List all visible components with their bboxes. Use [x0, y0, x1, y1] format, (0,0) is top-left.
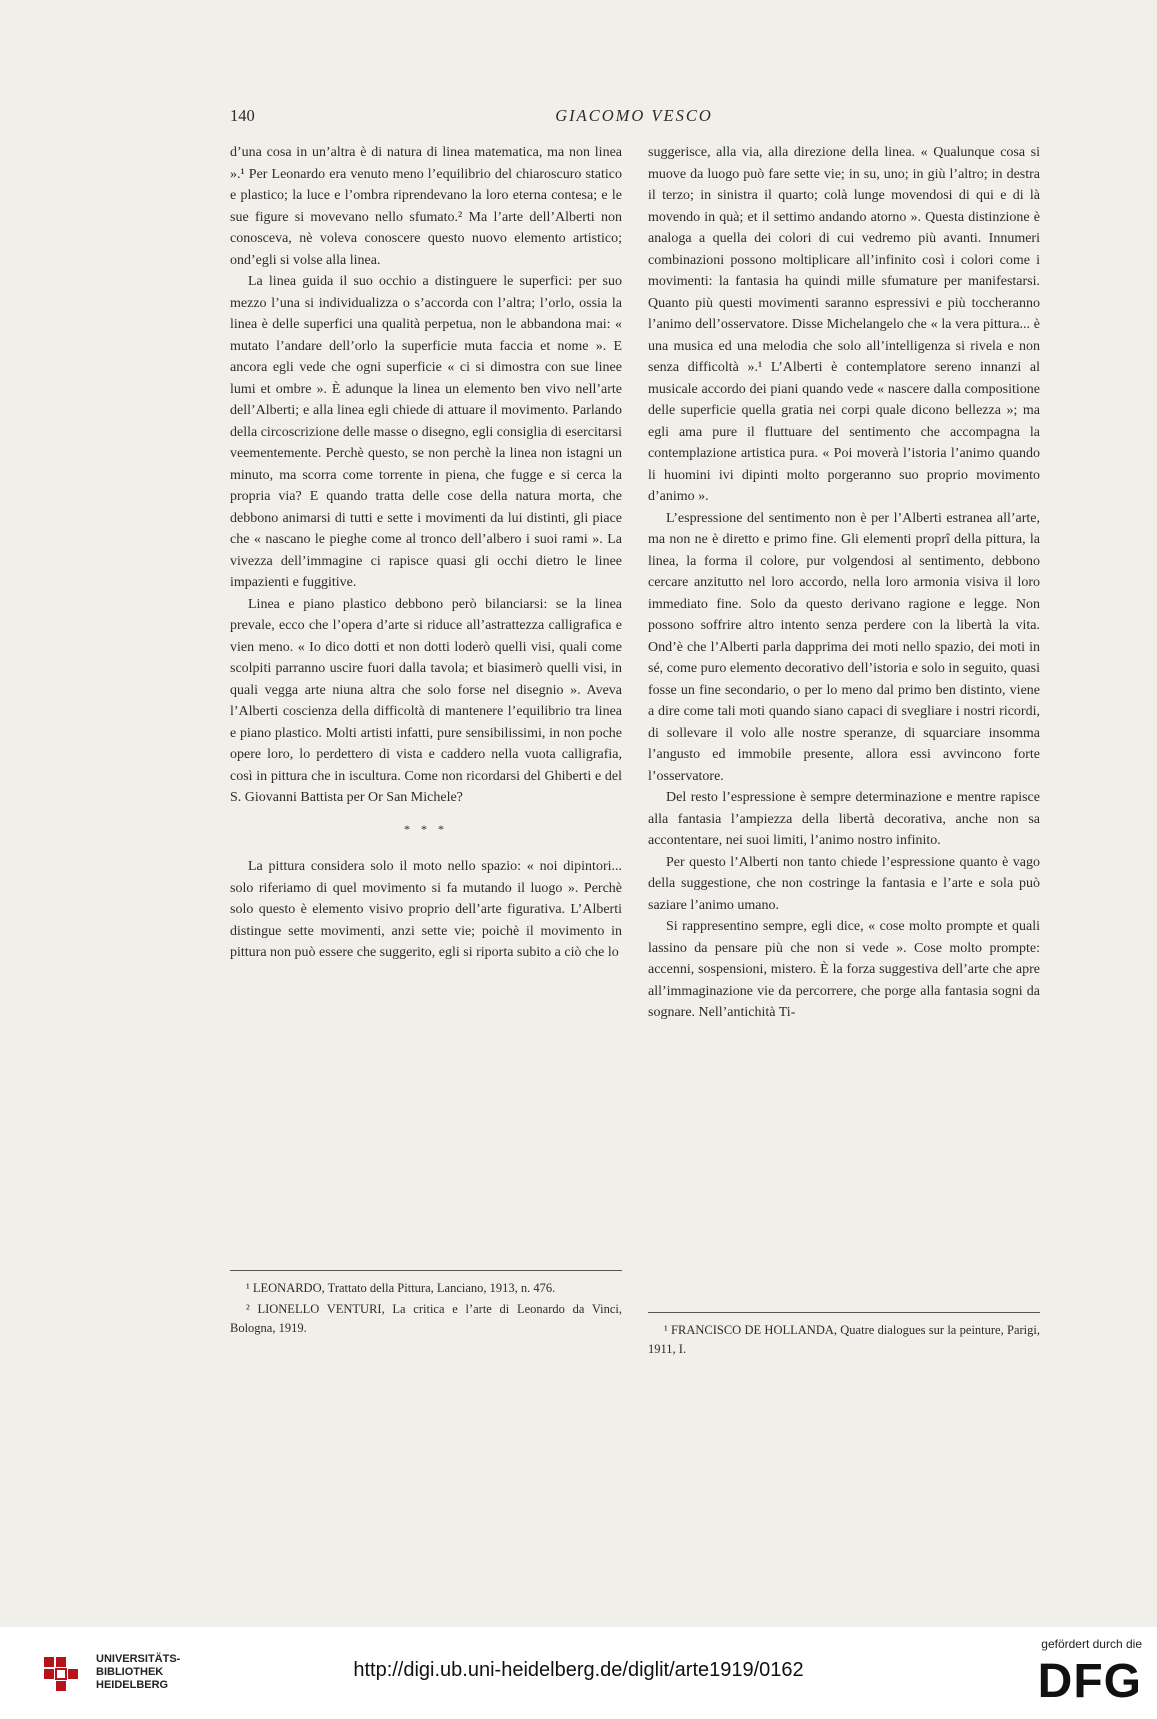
paragraph: La pittura considera solo il moto nello spazio: « noi dipintori... solo riferiamo di quel movimento si fa mutando il luogo ». Perchè solo questo è elemento visivo proprio dell’arte figurativa. L’Alberti distingue sette movimenti, anzi sette vie; poichè il movimento in pittura non può essere che suggerito, egli si riporta subito a ciò che lo: [230, 859, 622, 960]
paragraph: suggerisce, alla via, alla direzione della linea. « Qualunque cosa si muove da luogo può fare sette vie; in su, uno; in giù l’altro; in destra il terzo; in sinistra il quarto; colà lunge movendosi di qui e di là movendo in quà; et il settimo andando atorno ». Questa distinzione è analoga a quella dei colori di cui vedremo più avanti. Innumeri combinazioni possono moltiplicare all’infinito così i colori come i movimenti: la fantasia ha quindi mille sfumature per manifestarsi. Quanto più questi movimenti saranno espressivi e più toccheranno l’animo dell’osservatore. Disse Michelangelo che « la vera pittura... è una musica ed una melodia che solo all’intelligenza si rivela e non senza difficoltà ».¹ L’Alberti è contemplatore sereno innanzi al musicale accordo dei piani quando vede « nascere dalla compositione delle superficie quella gratia nei corpi quale dicono bellezza »; ma egli ama pure il fluttuare del sentimento che accompagna la contemplazione artistica pura. « Poi moverà l’istoria l’animo quando li huomini ivi dipinti molto porgeranno suo proprio movimento d’animo ».: [648, 145, 1040, 504]
paragraph: Si rappresentino sempre, egli dice, « cose molto prompte et quali lassino da pensare più che non si vede ». Cose molto prompte: accenni, sospensioni, mistero. È la forza suggestiva dell’arte che apre all’immaginazione vie da percorrere, che porge alla fantasia sogni da sognare. Nell’antichità Ti-: [648, 919, 1040, 1020]
page-header: [230, 106, 1038, 130]
viewer-footer: [0, 1627, 1157, 1719]
footnote: ² LIONELLO VENTURI, La critica e l’arte di Leonardo da Vinci, Bologna, 1919.: [230, 1302, 622, 1335]
section-separator: * * *: [404, 821, 448, 836]
paragraph: d’una cosa in un’altra è di natura di linea matematica, ma non linea ».¹ Per Leonardo era venuto meno l’equilibrio del chiaroscuro statico e plastico; la luce e l’ombra riprendevano la loro eterna contesa; e le sue figure si movevano nello sfumato.² Ma l’arte dell’Alberti non conosceva, nè voleva conoscere questo nuovo elemento artistico; ond’egli si volse alla linea.: [230, 145, 622, 268]
paragraph: La linea guida il suo occhio a distinguere le superfici: per suo mezzo l’una si individualizza o s’accorda con l’altra; l’orlo, ossia la linea è delle superfici una qualità perpetua, non le abbandona mai: « mutato l’andare dell’orlo la superficie muta faccia et nome ». E ancora egli vede che ogni superficie « ci si dimostra con sue linee lumi et ombre ». È adunque la linea un elemento ben vivo nell’arte dell’Alberti; e alla linea egli chiede di attuare il movimento. Parlando della circoscrizione delle masse o disegno, egli consiglia di esercitarsi veementemente. Perchè questo, se non perchè la linea non istagni un minuto, ma scorra come torrente in piena, che fugge e si cerca la propria via? E quando tratta delle cose della natura morta, che debbono animarsi di tutti e sette i movimenti da lui distinti, gli piace che « nascano le pieghe come al tronco dell’albero i suoi rami ». La vivezza dell’immagine ci rapisce quasi gli occhi dietro le linee impazienti e fuggitive.: [230, 274, 622, 590]
footnote: ¹ FRANCISCO DE HOLLANDA, Quatre dialogues sur la peinture, Parigi, 1911, I.: [648, 1323, 1040, 1356]
page-number: 140: [230, 106, 255, 125]
footnote: ¹ LEONARDO, Trattato della Pittura, Lanciano, 1913, n. 476.: [246, 1281, 556, 1295]
footnote-rule: [648, 1312, 1040, 1313]
dfg-logo: DFG: [1037, 1655, 1142, 1708]
paragraph: Per questo l’Alberti non tanto chiede l’espressione quanto è vago della suggestione, che non costringe la fantasia e l’arte e sola può saziare l’animo umano.: [648, 854, 1040, 913]
paragraph: Del resto l’espressione è sempre determinazione e mentre rapisce alla fantasia l’ampiezza della libertà decorativa, anche non sa accontentare, nei suoi limiti, l’animo nostro infinito.: [648, 790, 1040, 848]
paragraph: Linea e piano plastico debbono però bilanciarsi: se la linea prevale, ecco che l’opera d’arte si riduce all’astrattezza calligrafica e vien meno. « Io dico dotti et non dotti loderò quelli visi, quali come scolpiti parranno uscire fuori dalla tavola; et biasimerò quelli visi, in quali vegga arte niuna altra che solo forse nel disegnio ». Aveva l’Alberti coscienza della difficoltà di mantenere l’equilibrio tra linea e piano plastico. Molti artisti infatti, pure sensibilissimi, in non poche opere loro, lo perdettero di vista e caddero nella vuota calligrafia, così in pittura che in iscultura. Come non ricordarsi del Ghiberti e del S. Giovanni Battista per Or San Michele?: [230, 596, 622, 805]
running-title: GIACOMO VESCO: [555, 106, 713, 125]
library-name: UNIVERSITÄTS- BIBLIOTHEK HEIDELBERG: [96, 1653, 181, 1691]
permalink-url[interactable]: http://digi.ub.uni-heidelberg.de/diglit/arte1919/0162: [353, 1659, 804, 1681]
right-footnotes: [648, 1312, 1040, 1361]
footnote-rule: [230, 1270, 622, 1271]
left-footnotes: [230, 1270, 622, 1340]
right-column: [648, 142, 1040, 1024]
funding-label: gefördert durch die: [1041, 1637, 1142, 1651]
paragraph: L’espressione del sentimento non è per l’Alberti estranea all’arte, ma non ne è diretto e primo fine. Gli elementi proprî della pittura, la linea, la forma il colore, pur volgendosi al sentimento, debbono cercare anzitutto nel loro accordo, nella loro armonia visiva il loro immediato fine. Solo da questo derivano ragione e legge. Non possono soffrire altro intento senza perdere con la libertà la vita. Ond’è che l’Alberti parla dapprima dei moti nello spazio, dei moti in sé, come puro elemento decorativo dell’istoria e solo in seguito, quasi fosse un fine secondario, o per lo meno dal primo ben distinto, viene a dire come tali moti quando siano capaci di svegliare i nostri ricordi, di sollevare il volo alle nostre speranze, di squarciare insomma l’angusto ed immobile presente, allora essi avvincono forte l’osservatore.: [648, 510, 1040, 784]
left-column: [230, 142, 622, 964]
